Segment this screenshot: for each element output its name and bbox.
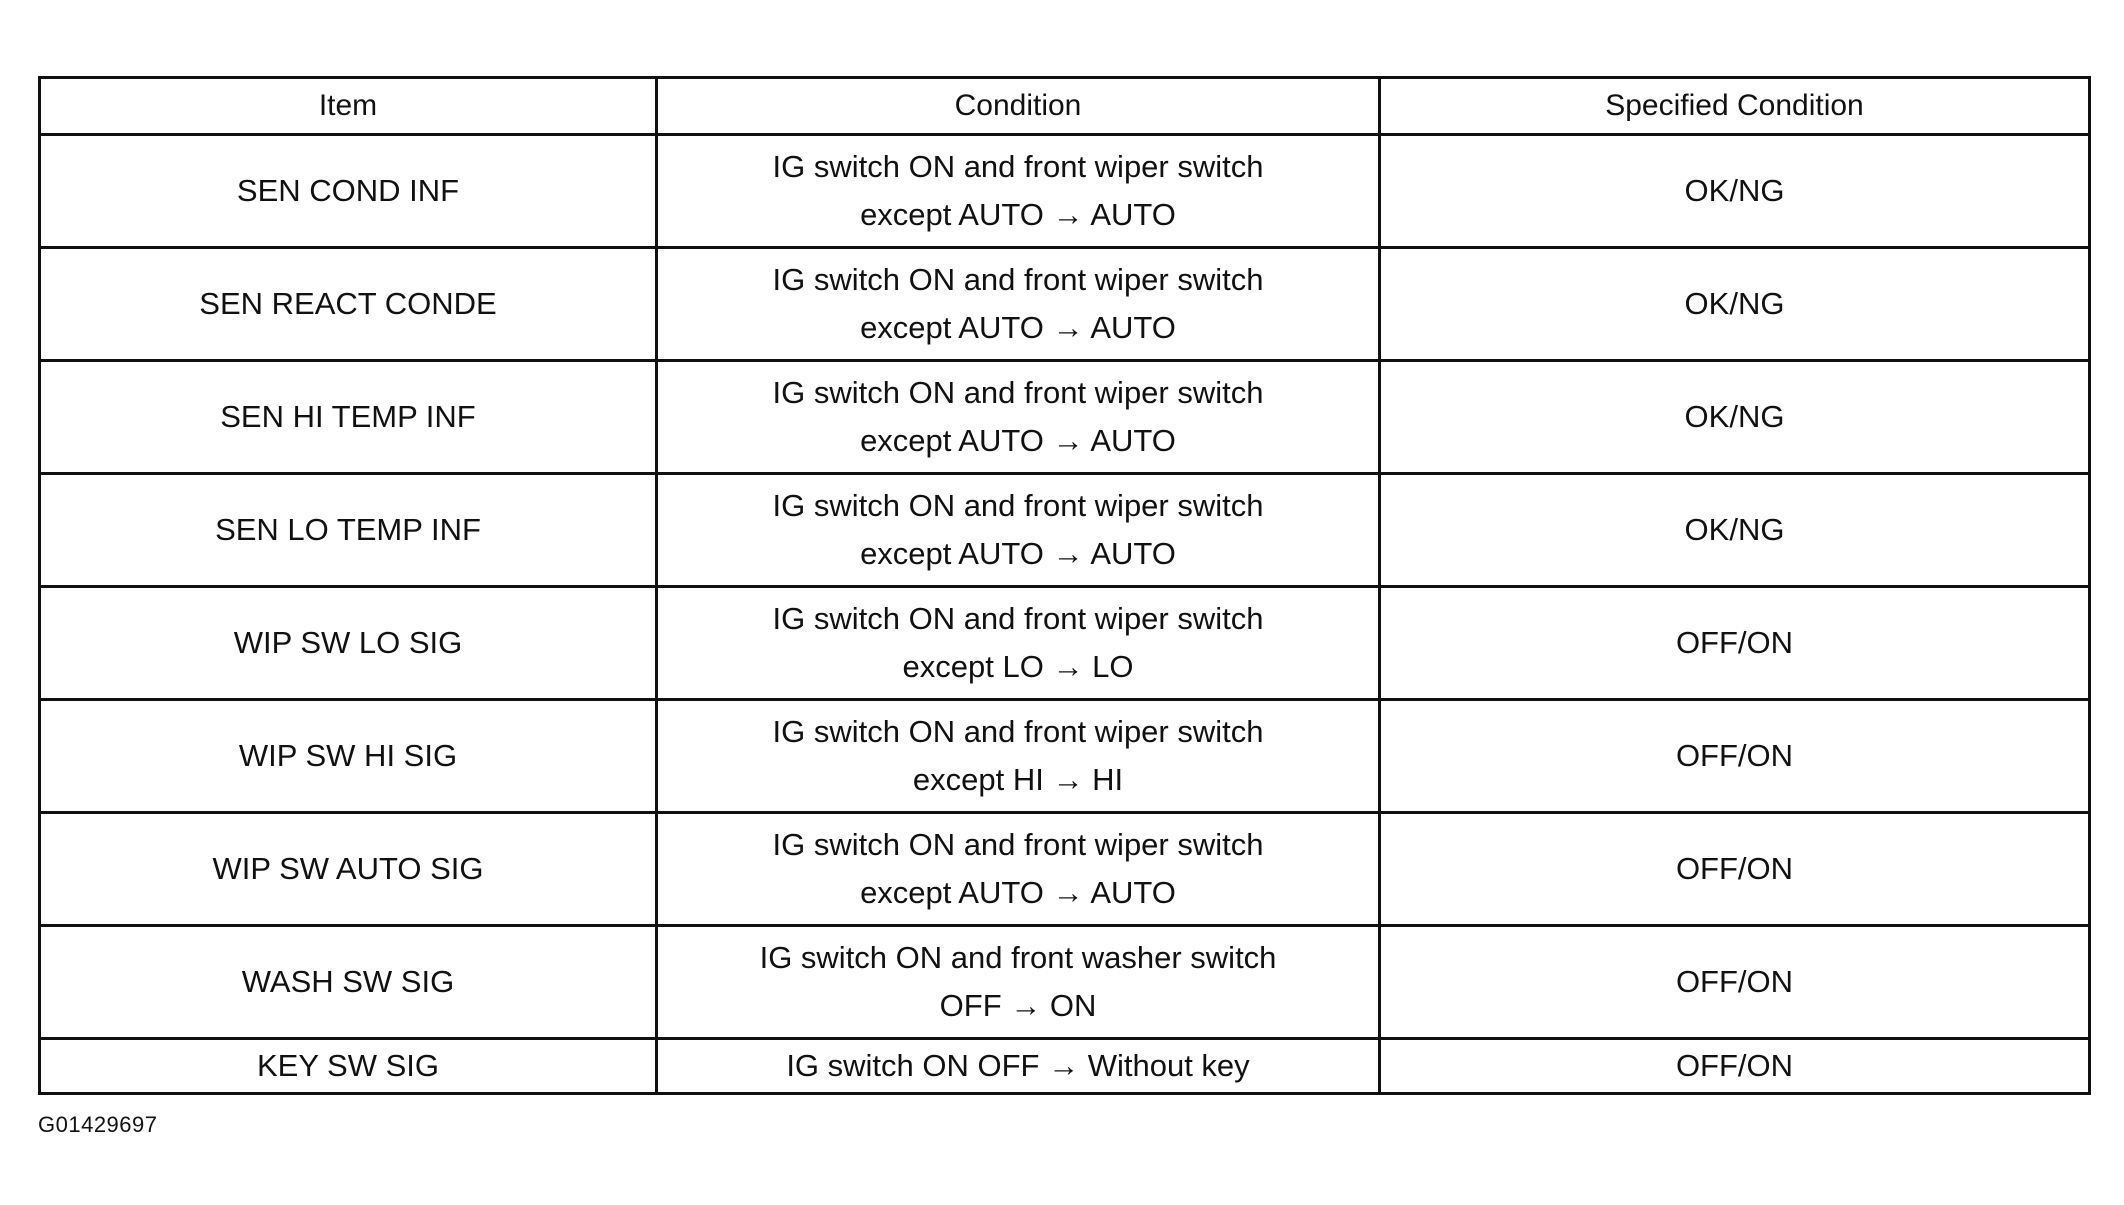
spec-cell: OFF/ON xyxy=(1380,587,2090,700)
spec-cell: OFF/ON xyxy=(1380,1039,2090,1094)
table-row xyxy=(40,474,2090,587)
condition-line: IG switch ON and front wiper switch xyxy=(772,375,1264,410)
spec-cell: OFF/ON xyxy=(1380,700,2090,813)
table-row xyxy=(40,361,2090,474)
condition-line: IG switch ON and front washer switch xyxy=(759,940,1277,975)
condition-line: except HI → HI xyxy=(912,762,1124,797)
figure-id: G01429697 xyxy=(38,1112,158,1137)
table-row xyxy=(40,813,2090,926)
specification-table xyxy=(38,76,2091,1095)
item-cell: SEN LO TEMP INF xyxy=(40,474,657,587)
table-row xyxy=(40,926,2090,1039)
condition-cell xyxy=(657,361,1380,474)
spec-cell: OK/NG xyxy=(1380,361,2090,474)
table-row xyxy=(40,587,2090,700)
condition-cell xyxy=(657,926,1380,1039)
header-specified-condition: Specified Condition xyxy=(1380,78,2090,135)
item-cell: SEN HI TEMP INF xyxy=(40,361,657,474)
table-row xyxy=(40,248,2090,361)
item-cell: WASH SW SIG xyxy=(40,926,657,1039)
condition-line: IG switch ON OFF → Without key xyxy=(786,1048,1250,1083)
spec-cell: OFF/ON xyxy=(1380,926,2090,1039)
condition-line: except AUTO → AUTO xyxy=(860,875,1176,910)
condition-cell xyxy=(657,1039,1380,1094)
item-cell: WIP SW AUTO SIG xyxy=(40,813,657,926)
condition-line: except AUTO → AUTO xyxy=(860,310,1176,345)
condition-line: except LO → LO xyxy=(902,649,1134,684)
condition-cell xyxy=(657,587,1380,700)
item-cell: WIP SW HI SIG xyxy=(40,700,657,813)
condition-line: IG switch ON and front wiper switch xyxy=(772,488,1264,523)
condition-cell xyxy=(657,135,1380,248)
condition-line: except AUTO → AUTO xyxy=(860,423,1176,458)
condition-cell xyxy=(657,813,1380,926)
table-row xyxy=(40,700,2090,813)
condition-line: except AUTO → AUTO xyxy=(860,536,1176,571)
header-condition: Condition xyxy=(657,78,1380,135)
condition-line: IG switch ON and front wiper switch xyxy=(772,149,1264,184)
table-header-row xyxy=(40,78,2090,135)
spec-cell: OK/NG xyxy=(1380,474,2090,587)
condition-cell xyxy=(657,474,1380,587)
condition-line: except AUTO → AUTO xyxy=(860,197,1176,232)
spec-cell: OFF/ON xyxy=(1380,813,2090,926)
item-cell: WIP SW LO SIG xyxy=(40,587,657,700)
condition-line: IG switch ON and front wiper switch xyxy=(772,601,1264,636)
condition-cell xyxy=(657,248,1380,361)
spec-cell: OK/NG xyxy=(1380,135,2090,248)
item-cell: SEN REACT CONDE xyxy=(40,248,657,361)
condition-line: OFF → ON xyxy=(939,988,1097,1023)
condition-line: IG switch ON and front wiper switch xyxy=(772,827,1264,862)
item-cell: SEN COND INF xyxy=(40,135,657,248)
condition-line: IG switch ON and front wiper switch xyxy=(772,262,1264,297)
table-row xyxy=(40,1039,2090,1094)
condition-line: IG switch ON and front wiper switch xyxy=(772,714,1264,749)
spec-cell: OK/NG xyxy=(1380,248,2090,361)
header-item: Item xyxy=(40,78,657,135)
item-cell: KEY SW SIG xyxy=(40,1039,657,1094)
condition-cell xyxy=(657,700,1380,813)
table-row xyxy=(40,135,2090,248)
